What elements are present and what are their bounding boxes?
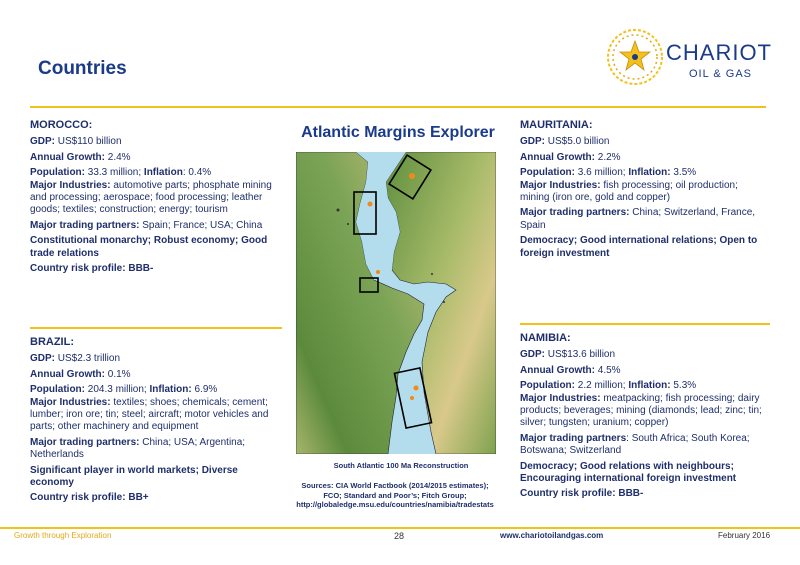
footer-tagline: Growth through Exploration xyxy=(14,531,112,540)
population-line: Population: 3.6 million; Inflation: 3.5% xyxy=(520,167,697,179)
logo-wordmark: CHARIOT xyxy=(666,40,772,65)
country-name: NAMIBIA: xyxy=(520,332,571,344)
licence-marker xyxy=(414,386,419,391)
gdp-line: GDP: US$2.3 trillion xyxy=(30,353,121,365)
industries-line: Major Industries: textiles; shoes; chemicals; cement; lumber; iron ore; tin; steel; aircraft; motor vehicles and parts; other machinery and equipment xyxy=(30,396,269,433)
country-name: BRAZIL: xyxy=(30,336,74,348)
growth-line: Annual Growth: 2.2% xyxy=(520,151,621,163)
population-line: Population: 2.2 million; Inflation: 5.3% xyxy=(520,380,697,392)
reconstruction-map xyxy=(296,152,496,454)
growth-line: Annual Growth: 4.5% xyxy=(520,364,621,376)
map-caption: South Atlantic 100 Ma Reconstruction xyxy=(333,461,469,470)
population-line: Population: 33.3 million; Inflation: 0.4% xyxy=(30,167,212,179)
licence-marker xyxy=(409,173,415,179)
website-link[interactable]: www.chariotoilandgas.com xyxy=(500,531,604,540)
panel-divider xyxy=(30,327,282,329)
trading-partners-line: Major trading partners: China; Switzerland, France, Spain xyxy=(520,207,756,231)
risk-profile-line: Country risk profile: BB+ xyxy=(30,492,149,504)
summary-line: Constitutional monarchy; Robust economy; Good trade relations xyxy=(30,235,268,259)
industries-line: Major Industries: automotive parts; phosphate mining and processing; aerospace; food processing; leather goods; textiles; construction; energy; tourism xyxy=(30,179,272,216)
industries-line: Major Industries: fish processing; oil production; mining (iron ore, gold and copper) xyxy=(520,179,738,204)
summary-line: Democracy; Good relations with neighbours; Encouraging international foreign investment xyxy=(520,460,737,485)
growth-line: Annual Growth: 2.4% xyxy=(30,151,131,163)
country-panel-namibia xyxy=(520,323,770,504)
country-panel-mauritania xyxy=(520,119,770,263)
trading-partners-line: Major trading partners: South Africa; South Korea; Botswana; Switzerland xyxy=(520,432,750,457)
country-panel-brazil xyxy=(30,327,282,508)
page-title: Countries xyxy=(38,58,127,79)
trading-partners-line: Major trading partners: China; USA; Argentina; Netherlands xyxy=(30,436,246,461)
gdp-line: GDP: US$110 billion xyxy=(30,136,122,148)
summary-line: Democracy; Good international relations; Open to foreign investment xyxy=(520,235,758,259)
map-title: Atlantic Margins Explorer xyxy=(301,124,495,141)
risk-profile-line: Country risk profile: BBB- xyxy=(30,263,154,275)
licence-marker xyxy=(376,270,380,274)
population-line: Population: 204.3 million; Inflation: 6.9% xyxy=(30,384,218,396)
licence-marker xyxy=(368,202,373,207)
chariot-star-icon xyxy=(606,28,664,86)
company-logo xyxy=(606,28,776,98)
footer-divider xyxy=(0,527,800,529)
gdp-line: GDP: US$13.6 billion xyxy=(520,349,616,361)
header-divider xyxy=(30,106,766,108)
growth-line: Annual Growth: 0.1% xyxy=(30,368,131,380)
licence-marker xyxy=(410,396,414,400)
industries-line: Major Industries: meatpacking; fish processing; dairy products; beverages; mining (diamonds; lead; zinc; tin; silver; tungsten; uranium; copper) xyxy=(520,392,762,429)
footer-date: February 2016 xyxy=(718,531,771,540)
panel-divider xyxy=(520,323,770,325)
summary-line: Significant player in world markets; Diverse economy xyxy=(30,464,238,489)
country-name: MAURITANIA: xyxy=(520,119,593,131)
gdp-line: GDP: US$5.0 billion xyxy=(520,136,610,148)
country-name: MOROCCO: xyxy=(30,119,93,131)
logo-subtitle: OIL & GAS xyxy=(689,68,753,80)
page-number: 28 xyxy=(394,531,405,541)
sources-note: Sources: CIA World Factbook (2014/2015 estimates); FCO; Standard and Poor’s; Fitch Group; http://globaledge.msu.edu/countries/namibia/tradestats xyxy=(296,481,494,509)
trading-partners-line: Major trading partners: Spain; France; USA; China xyxy=(30,219,263,231)
country-panel-morocco xyxy=(30,119,282,278)
risk-profile-line: Country risk profile: BBB- xyxy=(520,488,644,500)
